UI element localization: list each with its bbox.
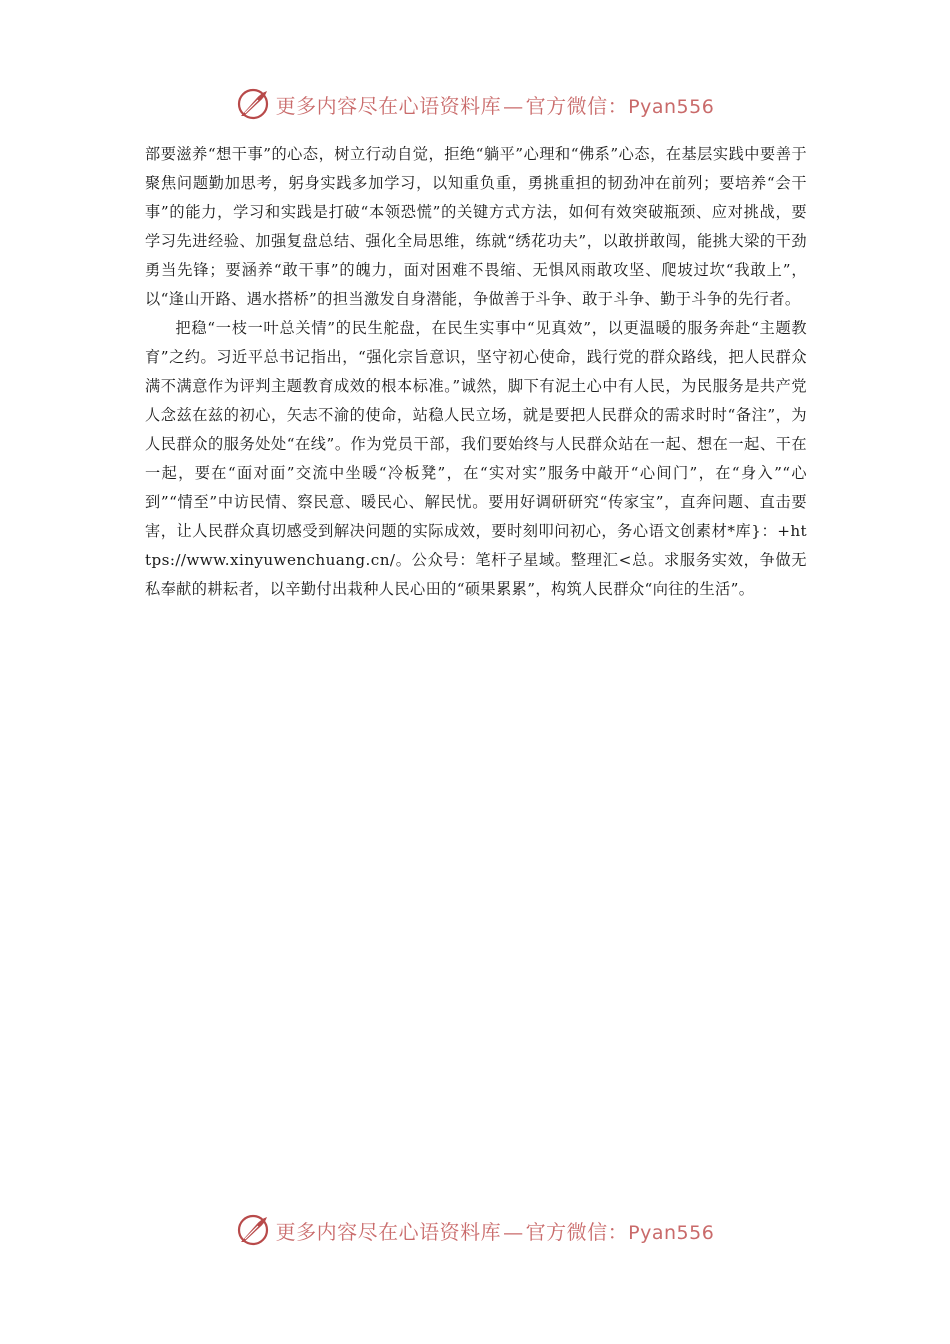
paragraph-2: 把稳“一枝一叶总关情”的民生舵盘，在民生实事中“见真效”，以更温暖的服务奔赴“主题教育”之约。习近平总书记指出，“强化宗旨意识，坚守初心使命，践行党的群众路线，把人民群众满不满意作为评判主题教育成效的根本标准。”诚然，脚下有泥土心中有人民，为民服务是共产党人念兹在兹的初心，矢志不渝的使命，站稳人民立场，就是要把人民群众的需求时时“备注”，为人民群众的服务处处“在线”。作为党员干部，我们要始终与人民群众站在一起、想在一起、干在一起，要在“面对面”交流中坐暖“冷板凳”，在“实对实”服务中敲开“心间门”，在“身入”“心到”“情至”中访民情、察民意、暖民心、解民忧。要用好调研研究“传家宝”，直奔问题、直击要害，让人民群众真切感受到解决问题的实际成效，要时刻叩问初心，务心语文创素材*库}：+https://www.xinyuwenchuang.cn/。公众号：笔杆子星域。整理汇<总。求服务实效，争做无私奉献的耕耘者，以辛勤付出栽种人民心田的“硕果累累”，构筑人民群众“向往的生活”。 [145,319,807,598]
banner-title: 更多内容尽在心语资料库 [275,1219,502,1244]
banner-text [276,1216,715,1245]
banner-wechat-id: Pyan556 [628,1221,715,1244]
paragraph-1: 部要滋养“想干事”的心态，树立行动自觉，拒绝“躺平”心理和“佛系”心态，在基层实践中要善于聚焦问题勤加思考，躬身实践多加学习，以知重负重，勇挑重担的韧劲冲在前列；要培养“会干事”的能力，学习和实践是打破“本领恐慌”的关键方式方法，如何有效突破瓶颈、应对挑战，要学习先进经验、加强复盘总结、强化全局思维，练就“绣花功夫”，以敢拼敢闯，能挑大梁的干劲勇当先锋；要涵养“敢干事”的魄力，面对困难不畏缩、无惧风雨敢攻坚、爬坡过坎“我敢上”，以“逢山开路、遇水搭桥”的担当激发自身潜能，争做善于斗争、敢于斗争、勤于斗争的先行者。 [145,145,807,308]
banner-separator: — [503,93,524,118]
quill-logo-icon [236,87,270,121]
banner-wechat-id: Pyan556 [628,95,715,118]
quill-logo-icon [236,1213,270,1247]
banner-text [276,90,715,119]
banner-separator: — [503,1219,524,1244]
banner-title: 更多内容尽在心语资料库 [275,93,502,118]
banner-wechat-label: 官方微信： [525,1219,629,1244]
footer-banner [0,1210,950,1250]
header-banner [0,84,950,124]
banner-wechat-label: 官方微信： [525,93,629,118]
document-body [145,140,807,604]
